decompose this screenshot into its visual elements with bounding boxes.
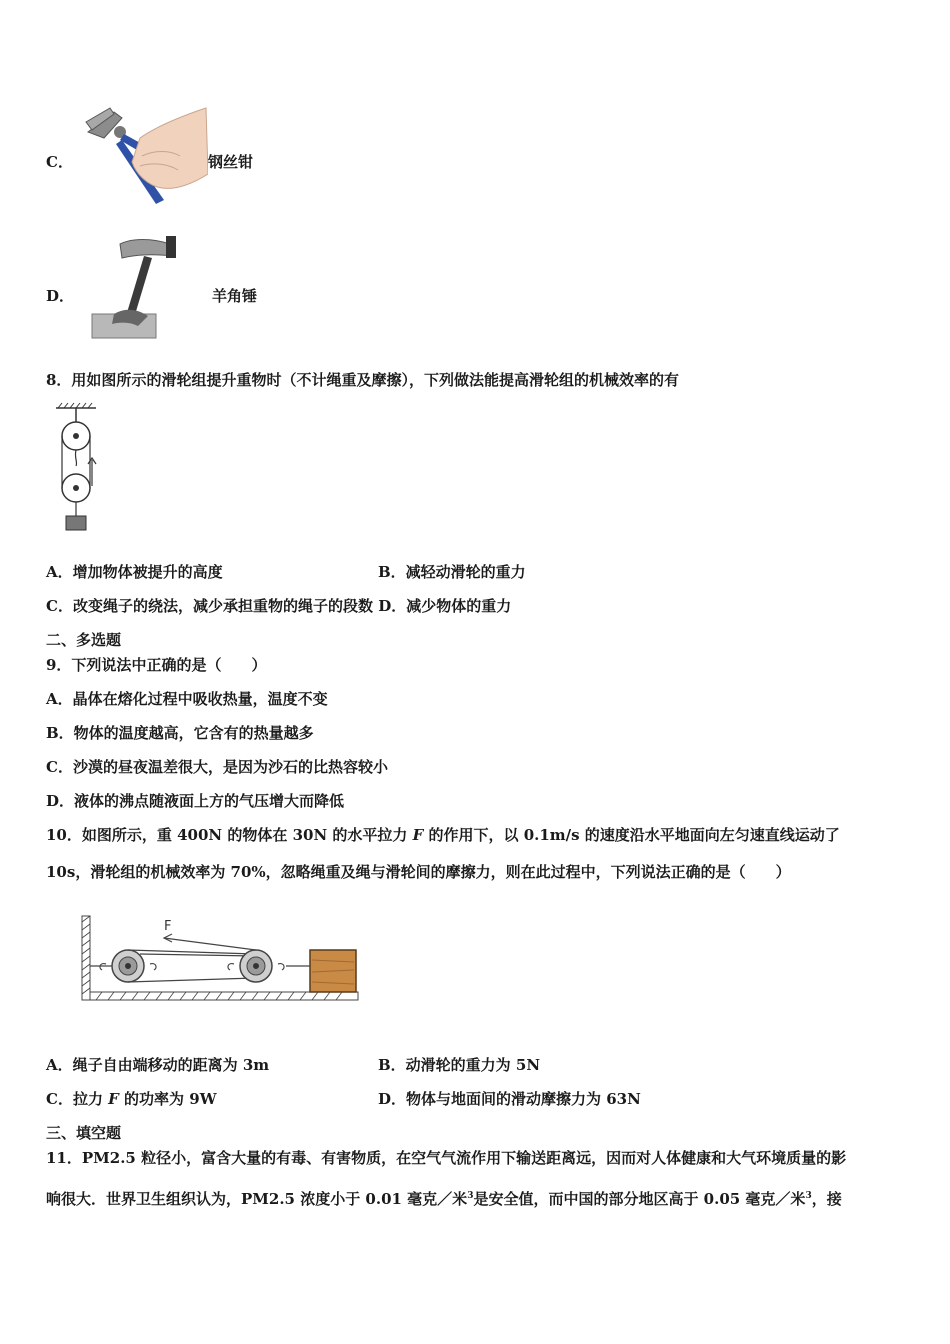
stem-text: 的作用下，以 0.1m/s 的速度沿水平地面向左匀速直线运动了 [423, 826, 840, 844]
question-8-option-b: B．减轻动滑轮的重力 [378, 563, 526, 581]
pulley-system-diagram [52, 402, 102, 532]
question-8-option-a: A．增加物体被提升的高度 [46, 563, 223, 581]
question-9-option-d: D．液体的沸点随液面上方的气压增大而降低 [46, 792, 345, 810]
question-8-option-d: D．减少物体的重力 [378, 597, 512, 615]
question-10-option-c [46, 1089, 217, 1109]
option-text: 的功率为 9W [118, 1090, 217, 1108]
question-11-line1: 11．PM2.5 粒径小，富含大量的有毒、有害物质，在空气气流作用下输送距离远，因而对人体健康和大气环境质量的影 [46, 1149, 847, 1167]
option-d-label: D． [46, 287, 75, 305]
question-9-option-a: A．晶体在熔化过程中吸收热量，温度不变 [46, 690, 328, 708]
option-text: C．拉力 [46, 1090, 109, 1108]
hammer-image [90, 232, 190, 340]
force-label: F [164, 919, 172, 934]
hammer-caption: 羊角锤 [212, 287, 258, 305]
superscript: 3 [805, 1191, 812, 1201]
option-c-label: C． [46, 153, 73, 171]
q11-text: ，接 [811, 1190, 842, 1208]
question-8-option-c: C．改变绳子的绕法，减少承担重物的绳子的段数 [46, 597, 373, 615]
question-10-option-d: D．物体与地面间的滑动摩擦力为 63N [378, 1090, 641, 1108]
q11-text: 是安全值，而中国的部分地区高于 0.05 毫克／米 [473, 1190, 806, 1208]
question-9-stem: 9．下列说法中正确的是（ ） [46, 656, 267, 674]
section-2-title: 二、多选题 [46, 631, 122, 649]
stem-text: 10．如图所示，重 400N 的物体在 30N 的水平拉力 [46, 826, 413, 844]
question-8-stem: 8．用如图所示的滑轮组提升重物时（不计绳重及摩擦），下列做法能提高滑轮组的机械效率的有 [46, 371, 679, 389]
force-symbol: F [412, 826, 424, 844]
question-10-option-b: B．动滑轮的重力为 5N [378, 1056, 541, 1074]
question-10-stem-line1 [46, 825, 840, 845]
force-symbol: F [108, 1090, 119, 1108]
pliers-image [80, 104, 208, 208]
question-9-option-b: B．物体的温度越高，它含有的热量越多 [46, 724, 314, 742]
question-11-line2 [46, 1186, 842, 1209]
question-10-stem-line2: 10s，滑轮组的机械效率为 70%，忽略绳重及绳与滑轮间的摩擦力，则在此过程中，下列说法正确的是（ ） [46, 863, 791, 881]
question-9-option-c: C．沙漠的昼夜温差很大，是因为沙石的比热容较小 [46, 758, 388, 776]
pliers-caption: 钢丝钳 [208, 153, 254, 171]
q11-text: 响很大．世界卫生组织认为，PM2.5 浓度小于 0.01 毫克／米 [46, 1190, 468, 1208]
superscript: 3 [467, 1191, 474, 1201]
horizontal-pulley-diagram [80, 912, 362, 1004]
question-10-option-a: A．绳子自由端移动的距离为 3m [46, 1056, 270, 1074]
section-3-title: 三、填空题 [46, 1124, 122, 1142]
